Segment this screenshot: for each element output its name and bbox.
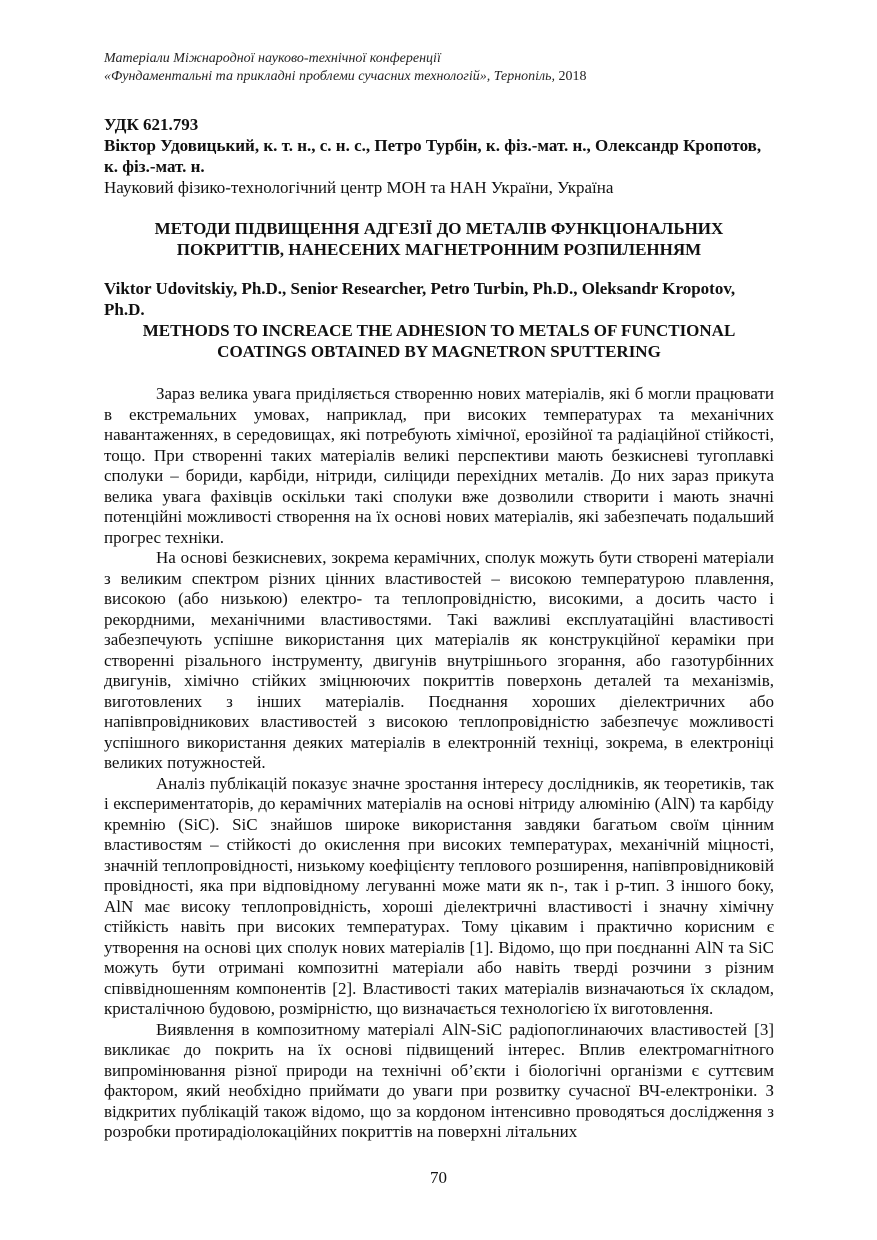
title-ukrainian: МЕТОДИ ПІДВИЩЕННЯ АДГЕЗІЇ ДО МЕТАЛІВ ФУНКЦІОНАЛЬНИХ ПОКРИТТІВ, НАНЕСЕНИХ МАГНЕТРОННИМ РОЗПИЛЕННЯМ xyxy=(154,219,724,259)
header-line-1: Матеріали Міжнародної науково-технічної конференції xyxy=(104,51,441,66)
conference-header xyxy=(104,50,774,86)
header-year: 2018 xyxy=(558,69,587,84)
affiliation: Науковий фізико-технологічний центр МОН та НАН України, Україна xyxy=(104,178,614,197)
header-line-2 xyxy=(104,68,774,86)
page-number: 70 xyxy=(430,1168,447,1187)
body-paragraph-1: Зараз велика увага приділяється створенню нових матеріалів, які б могли працювати в екстремальних умовах, наприклад, при високих температурах та механічних навантаженнях, в середовищах, які потребують хімічної, ерозійної та радіаційної стійкості, тощо. При створенні таких матеріалів великі перспективи мають безкисневі тугоплавкі сполуки – бориди, карбіди, нітриди, силіциди перехідних металів. До них зараз прикута велика увага фахівців оскільки такі сполуки вже дозволили створити і мають значні потенційні можливості створення на їх основі нових матеріалів, які забезпечать подальший прогрес техніки. xyxy=(104,384,774,547)
udc-code: УДК 621.793 xyxy=(104,115,199,134)
body-paragraph-3: Аналіз публікацій показує значне зростання інтересу дослідників, як теоретиків, так і експериментаторів, до керамічних матеріалів на основі нітриду алюмінію (AlN) та карбіду кремнію (SiC). SiC знайшов широке використання завдяки багатьом своїм цінним властивостям – стійкості до окислення при високих температурах, механічній міцності, значній теплопровідності, низькому коефіцієнту теплового розширення, напівпровідниковій провідності, яка при відповідному легуванні може мати як n-, так і p-тип. З іншого боку, AlN має високу теплопровідність, хороші діелектричні властивості і значну хімічну стійкість навіть при високих температурах. Тому цікавим і практично корисним є утворення на основі цих сполук нових матеріалів [1]. Відомо, що при поєднанні AlN та SiC можуть бути отримані композитні матеріали або навіть тверді розчини з різним співвідношенням компонентів [2]. Властивості таких матеріалів визначаються їх складом, кристалічною будовою, розмірністю, що визначається технологією їх виготовлення. xyxy=(104,773,774,1018)
authors-english: Viktor Udovitskiy, Ph.D., Senior Researcher, Petro Turbin, Ph.D., Oleksandr Kropotov, Ph.D. xyxy=(104,279,736,319)
header-conference-name: «Фундаментальні та прикладні проблеми сучасних технологій», Тернопіль, xyxy=(104,69,556,84)
page-content xyxy=(104,50,774,1143)
authors-ukrainian: Віктор Удовицький, к. т. н., с. н. с., Петро Турбін, к. фіз.-мат. н., Олександр Кропотов, к. фіз.-мат. н. xyxy=(104,136,762,176)
title-english: METHODS TO INCREACE THE ADHESION TO METALS OF FUNCTIONAL COATINGS OBTAINED BY MAGNETRON SPUTTERING xyxy=(142,321,736,361)
body-paragraph-2: На основі безкисневих, зокрема керамічних, сполук можуть бути створені матеріали з великим спектром різних цінних властивостей – високою температурою плавлення, високою (або низькою) електро- та теплопровідністю, високими, а досить часто і рекордними, механічними властивостями. Такі важливі експлуатаційні властивості забезпечують успішне використання цих матеріалів як конструкційної кераміки при створенні різального інструменту, двигунів внутрішнього згорання, або газотурбінних двигунів, хімічно стійких зміцнюючих покриттів поверхонь деталей та механізмів, виготовлених з інших матеріалів. Поєднання хороших діелектричних або напівпровідникових властивостей з високою теплопровідністю забезпечує можливості успішного використання деяких матеріалів в електронній техніці, зокрема, в електроніці великих потужностей. xyxy=(104,548,774,772)
body-paragraph-4: Виявлення в композитному матеріалі AlN-SiC радіопоглинаючих властивостей [3] викликає до покрить на їх основі підвищений інтерес. Вплив електромагнітного випромінювання різної природи на технічні об’єкти і біологічні організми є суттєвим фактором, який необхідно приймати до уваги при розвитку сучасної ВЧ-електроніки. З відкритих публікацій також відомо, що за кордоном інтенсивно проводяться дослідження з розробки протирадіолокаційних покриттів на поверхні літальних xyxy=(104,1019,774,1141)
